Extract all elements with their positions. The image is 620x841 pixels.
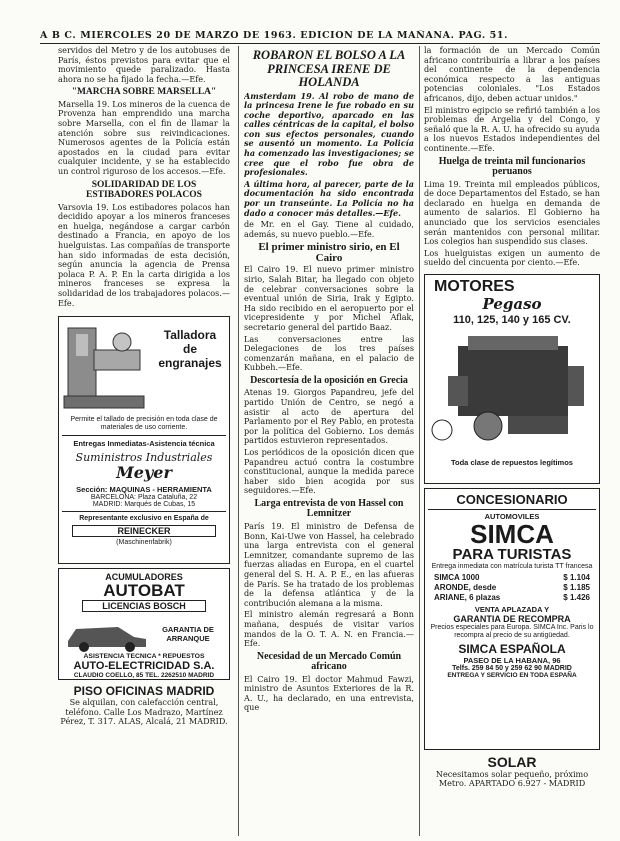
- divider: [62, 511, 226, 512]
- ad-title: SOLAR: [487, 753, 537, 770]
- ad-simca: [424, 488, 600, 750]
- ad-rep: Representante exclusivo en España de: [79, 515, 209, 523]
- model-price: $ 1.426: [563, 592, 590, 602]
- ad-caption: Toda clase de repuestos legítimos: [451, 457, 573, 467]
- price-row: [434, 573, 590, 583]
- ad-section: Sección: MAQUINAS - HERRAMIENTA: [76, 485, 212, 495]
- ad-address: CLAUDIO COELLO, 85 TEL. 2262510 MADRID: [73, 672, 215, 680]
- ad-tag: PARA TURISTAS: [452, 545, 572, 563]
- headline: "MARCHA SOBRE MARSELLA": [71, 87, 217, 98]
- headline: Descortesía de la oposición en Grecia: [250, 374, 408, 386]
- article-text: de Mr. en el Gay. Tiene al cuidado, además, su nuevo pueblo.—Efe.: [244, 219, 414, 239]
- ad-sub: AUTOMOVILES: [484, 511, 540, 521]
- column-divider: [419, 46, 420, 836]
- model-price: $ 1.104: [563, 572, 590, 582]
- ad-title: MOTORES: [434, 277, 515, 295]
- article-text: El Cairo 19. El nuevo primer ministro sirio, Salah Bitar, ha llegado con objeto de celebrar conversaciones sobre la eventual unión de Siria, Irak y Egipto. Ha sido recibido en el aeropuerto por el vicepresidente y por Michel Aflak, secretario general del partido Baaz.: [244, 264, 414, 332]
- page-header: A B C. MIERCOLES 20 DE MARZO DE 1963. EDICION DE LA MAÑANA. PAG. 51.: [40, 30, 508, 41]
- article-text: la formación de un Mercado Común africano contribuiría a librar a los países del continente de la dependencia económica respecto a las antiguas potencias coloniales. "Los Estados africanos, dijo, deben actuar unidos.": [424, 46, 600, 103]
- ad-line: ACUMULADORES: [105, 572, 183, 583]
- ad-address: MADRID: Marqués de Cubas, 15: [92, 501, 196, 509]
- article-text: servidos del Metro y de los autobuses de París, éstos previstos para evitar que el movimiento quede paralizado. Hasta ahora no se ha fijado la fecha.—Efe.: [58, 46, 230, 84]
- column-2: [244, 46, 414, 715]
- ad-brand: Pegaso: [482, 294, 542, 313]
- ad-text: Se alquilan, con calefacción central, teléfono. Calle Los Madrazo, Martínez Pérez, T. 317. ALAS, Alcalá, 21 MADRID.: [60, 697, 228, 727]
- ad-line: ARRANQUE: [166, 634, 210, 644]
- ad-company: AUTO-ELECTRICIDAD S.A.: [73, 660, 215, 673]
- model-price: $ 1.185: [563, 582, 590, 592]
- header-rule: [40, 43, 600, 44]
- ad-company: Suministros Industriales: [75, 451, 213, 465]
- ad-company: SIMCA ESPAÑOLA: [458, 641, 566, 656]
- headline: El primer ministro sirio, en El Cairo: [258, 241, 400, 264]
- ad-brand-sub: (Maschinenfabrik): [116, 539, 172, 547]
- headline: SOLIDARIDAD DE LOS ESTIBADORES POLACOS: [86, 179, 202, 201]
- article-text: París 19. El ministro de Defensa de Bonn, Kai-Uwe von Hassel, ha celebrado una larga entrevista con el general Lemnitzer, comandante supremo de las fuerzas aliadas en Europa, en el cuartel general del S. H. A. P. E., en las afueras de París. Se ha tratado de los problemas de la defensa atlántica y de la contribución alemana a la misma.: [244, 520, 414, 608]
- gear-cutting-machine-icon: [62, 320, 148, 412]
- article-text: Varsovia 19. Los estibadores polacos han decidido apoyar a los mineros franceses en huelga, negándose a cargar carbón destinado a Francia, en apoyo de los huelguistas. Las compañías de transporte han sido informadas de esta decisión, según anuncia la agencia de Prensa polaca P. A. P. En la carta dirigida a los mineros franceses se expresa la solidaridad de los trabajadores polacos.—Efe.: [58, 201, 230, 308]
- price-row: [434, 593, 590, 603]
- column-1: [58, 46, 230, 729]
- article-text: Amsterdam 19. Al robo de mano de la princesa Irene le fue robado en su coche deportivo, aparcado en las calles céntricas de la capital, el bolso con sus efectos personales, cuando se ausentó un momento. La Policía ha comenzado las investigaciones; se cree que el robo fue obra de profesionales.: [244, 90, 414, 178]
- column-3: [424, 46, 600, 791]
- ad-note: Precios especiales para Europa. SIMCA Inc. Paris lo recompra al precio de su antigüedad.: [430, 623, 594, 639]
- ad-line: VENTA APLAZADA Y: [474, 604, 550, 614]
- article-text: Lima 19. Treinta mil empleados públicos, de doce Departamentos del Estado, se han declarado en huelga en demanda de aumento de salarios. El Gobierno ha anunciado que los servicios esenciales serán mantenidos con personal militar. Los colegios han suspendido sus clases.: [424, 178, 600, 247]
- ad-deliveries: Entregas Inmediatas-Asistencia técnica: [73, 439, 215, 449]
- ad-line: ASISTENCIA TECNICA * REPUESTOS: [83, 653, 205, 661]
- ad-brand: REINECKER: [72, 525, 216, 537]
- article-text: Los huelguistas exigen un aumento de sueldo del cincuenta por ciento.—Efe.: [424, 247, 600, 268]
- divider: [62, 435, 226, 436]
- price-list: [434, 573, 590, 603]
- ad-title: Talladora: [163, 328, 217, 343]
- ad-address: PASEO DE LA HABANA, 96: [463, 655, 561, 665]
- car-icon: [62, 615, 150, 653]
- ad-talladora: [58, 316, 230, 564]
- model-name: ARONDE, desde: [434, 582, 497, 592]
- ad-address: BARCELONA: Plaza Cataluña, 22: [90, 494, 198, 502]
- engine-icon: [428, 326, 594, 454]
- article-text: Marsella 19. Los mineros de la cuenca de Provenza han emprendido una marcha sobre Marsella, con el fin de llamar la atención sobre sus reivindicaciones. Numerosos agentes de la Policía están apostados en la ciudad para evitar cualquier incidente, y se ha establecido un control riguroso de los accesos.—Efe.: [58, 98, 230, 177]
- ad-service: ENTREGA Y SERVICIO EN TODA ESPAÑA: [447, 671, 577, 679]
- ad-caption: Permite el tallado de precisión en toda clase de materiales de uso corriente.: [70, 416, 218, 432]
- ad-line: LICENCIAS BOSCH: [82, 600, 206, 612]
- article-text: El Cairo 19. El doctor Mahmud Fawzi, ministro de Asuntos Exteriores de la R. A. U., ha declarado, en una entrevista, que: [244, 673, 414, 713]
- article-text: Las conversaciones entre las Delegaciones de los tres países comenzarán mañana, en el palacio de Kubbeh.—Efe.: [244, 333, 414, 373]
- ad-title: de engranajes: [158, 342, 222, 371]
- price-row: [434, 583, 590, 593]
- ad-text: Necesitamos solar pequeño, próximo Metro. APARTADO 6.927 - MADRID: [435, 768, 589, 789]
- ad-banner: CONCESIONARIO: [428, 492, 596, 510]
- article-text: El ministro egipcio se refirió también a los problemas de Argelia y del Congo, y señaló que la R. A. U. ha ofrecido su ayuda a los nuevos Estados independientes del continente.—Efe.: [424, 104, 600, 153]
- article-text: El ministro alemán regresará a Bonn mañana, después de visitar varios mandos de la O. T. A. N. en Francia.—Efe.: [244, 609, 414, 649]
- headline: Larga entrevista de von Hassel con Lemnitzer: [254, 497, 404, 520]
- headline: Necesidad de un Mercado Común africano: [256, 650, 402, 673]
- column-divider: [238, 46, 239, 836]
- headline: ROBARON EL BOLSO A LA PRINCESA IRENE DE HOLANDA: [252, 48, 406, 89]
- model-name: ARIANE, 6 plazas: [434, 592, 501, 602]
- ad-brand: AUTOBAT: [103, 581, 185, 601]
- ad-company: Meyer: [116, 463, 172, 483]
- ad-phones: Telfs. 259 84 50 y 259 62 90 MADRID: [452, 664, 572, 672]
- headline: Huelga de treinta mil funcionarios peruanos: [438, 155, 586, 178]
- ad-title: PISO OFICINAS MADRID: [73, 684, 215, 699]
- article-text: Los periódicos de la oposición dicen que Papandreu actuó contra la costumbre constitucional, aunque la medida parece haber sido bien acogida por sus seguidores.—Efe.: [244, 447, 414, 496]
- ad-delivery: Entrega inmediata con matrícula turista TT francesa: [431, 562, 593, 570]
- ad-motores-pegaso: [424, 274, 600, 484]
- ad-line: GARANTIA DE: [162, 625, 214, 635]
- article-text: A última hora, al parecer, parte de la documentación ha sido encontrada por un transeúnte. La Policía no ha dado a conocer más detalles.—Efe.: [244, 178, 414, 218]
- ad-autobat: [58, 568, 230, 680]
- ad-specs: 110, 125, 140 y 165 CV.: [453, 313, 571, 326]
- ad-brand: SIMCA: [470, 518, 554, 549]
- article-text: Atenas 19. Giorgos Papandreu, jefe del partido Unión de Centro, se negó a asistir al acto de apertura del Parlamento por el Rey Pablo, en protesta por la política del Gobierno. Los demás partidos estuvieron representados.: [244, 387, 414, 446]
- ad-line: GARANTIA DE RECOMPRA: [453, 613, 571, 624]
- model-name: SIMCA 1000: [434, 572, 480, 582]
